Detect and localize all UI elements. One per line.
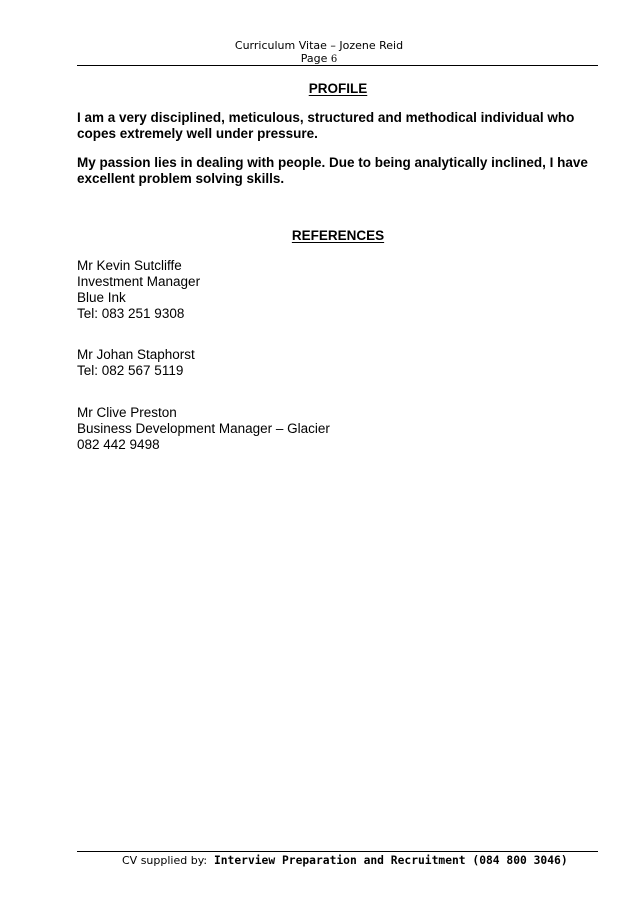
reference-name: Mr Johan Staphorst — [77, 347, 195, 362]
profile-heading: PROFILE — [308, 81, 368, 96]
reference-company: Blue Ink — [77, 290, 126, 305]
reference-phone: Tel: 082 567 5119 — [77, 363, 184, 378]
header-divider — [77, 65, 598, 66]
reference-phone: 082 442 9498 — [77, 437, 160, 452]
page-label: Page — [300, 52, 328, 65]
reference-phone: Tel: 083 251 9308 — [77, 306, 185, 321]
references-heading: REFERENCES — [291, 228, 385, 243]
reference-name: Mr Clive Preston — [77, 405, 177, 420]
profile-paragraph-2: My passion lies in dealing with people. Due to being analytically inclined, I have excellent problem solving skills. — [77, 155, 588, 186]
reference-name: Mr Kevin Sutcliffe — [77, 258, 182, 273]
page-footer — [122, 854, 568, 867]
reference-entry — [77, 347, 195, 379]
page-indicator — [0, 52, 638, 66]
footer-lead: CV supplied by: — [122, 854, 208, 867]
reference-entry — [77, 258, 200, 322]
footer-divider — [77, 851, 598, 852]
page-number: 6 — [330, 54, 338, 65]
reference-entry — [77, 405, 330, 453]
profile-paragraph-1: I am a very disciplined, meticulous, structured and methodical individual who copes extremely well under pressure. — [77, 110, 575, 141]
reference-title: Business Development Manager – Glacier — [77, 421, 330, 436]
page-header — [0, 39, 638, 66]
footer-supplier: Interview Preparation and Recruitment (084 800 3046) — [213, 854, 568, 867]
reference-title: Investment Manager — [77, 274, 201, 289]
document-title: Curriculum Vitae – Jozene Reid — [234, 39, 404, 52]
